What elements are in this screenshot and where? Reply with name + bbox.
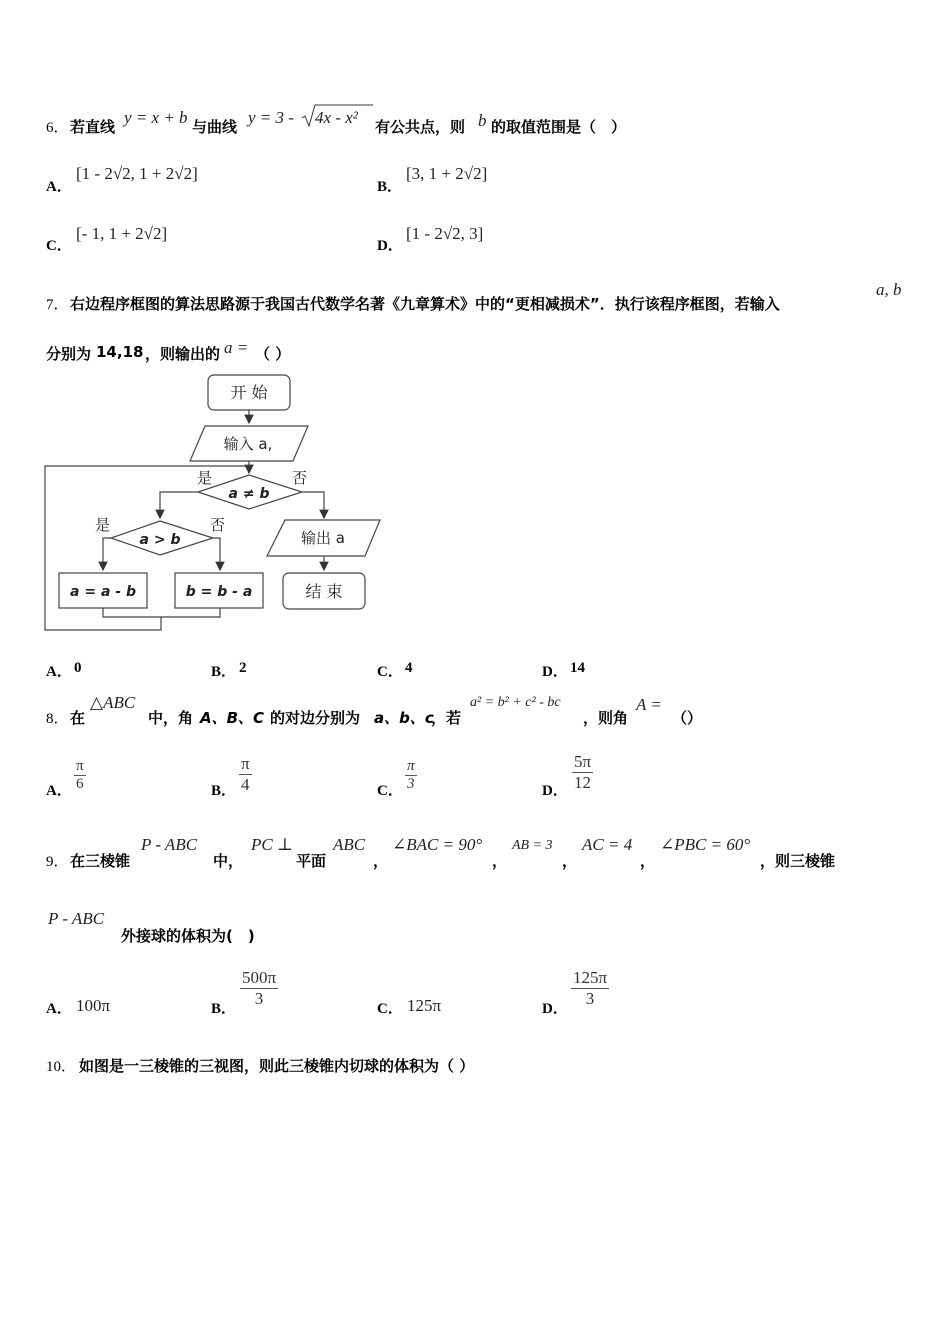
q9-sep-2: ， [492,852,508,870]
q6-curve-radicand: 4x - x² [315,108,358,127]
flow-input-label: 输入 a, [223,435,273,453]
q8-option-d-num: 5π [574,752,592,771]
flow-output-label: 输出 a [301,529,345,547]
q7-values: 14,18 [96,343,144,361]
q8-text-3: 的对边分别为 [270,709,361,727]
flow-cond1-label: a ≠ b [228,486,270,502]
q9-perp: PC ⊥ [251,835,293,854]
flow-assign-b-label: b = b - a [185,584,253,600]
q7-option-b-value[interactable]: 2 [239,660,247,676]
q9-cond-4: ∠PBC = 60° [660,835,751,854]
q9-pyramid: P - ABC [141,835,198,854]
q8-option-a-den: 6 [76,776,84,792]
q7-text-1: 右边程序框图的算法思路源于我国古代数学名著《九章算术》中的“更相减损术”．执行该程序框图，若输入 [70,295,780,313]
q7-option-c-label[interactable]: C． [377,664,403,680]
q8-option-c-den: 3 [407,776,415,792]
q7-option-b-label[interactable]: B． [211,664,237,680]
q9-option-d-num: 125π [573,968,608,987]
q10-number: 10． [46,1059,77,1075]
q6-number: 6． [46,120,69,136]
q9-cond-2: AB = 3 [512,838,553,853]
q9-cond-1: ∠BAC = 90° [392,835,483,854]
q6-option-c-value[interactable]: [- 1, 1 + 2√2] [76,224,168,243]
q6-option-a-value[interactable]: [1 - 2√2, 1 + 2√2] [76,164,198,183]
q9-option-c-label[interactable]: C． [377,1001,403,1017]
q6-option-d-value[interactable]: [1 - 2√2, 3] [406,224,484,243]
flow-cond1-yes: 是 [197,469,213,487]
flow-cond2-yes: 是 [95,516,111,534]
q9-sep-3: ， [562,852,578,870]
q9-option-b-fraction[interactable] [240,968,278,1009]
q7-option-c-value[interactable]: 4 [405,660,413,676]
q8-option-c-num: π [407,758,415,774]
q9-text-2: 中， [213,852,244,870]
q8-option-b-den: 4 [241,775,250,794]
q9-plane: ABC [333,835,366,854]
q9-cond-3: AC = 4 [582,835,633,854]
q6-option-d-label[interactable]: D． [377,238,403,254]
q9-text-4: ，则三棱锥 [760,852,836,870]
q8-option-a-fraction[interactable] [74,758,86,793]
q7-text-4: （ ） [255,345,291,363]
q8-option-d-den: 12 [574,773,592,792]
q9-text-1: 在三棱锥 [70,852,131,870]
flow-cond2-label: a > b [139,532,181,548]
q9-sep-1: ， [373,852,389,870]
q6-text-1: 若直线 [70,118,116,136]
q7-option-a-value[interactable]: 0 [74,660,82,676]
q9-text-5: 外接球的体积为( ) [121,927,255,945]
q9-option-b-num: 500π [242,968,277,987]
q7-text-3: ，则输出的 [145,345,221,363]
q8-ask: A = [636,695,662,714]
q8-option-c-label[interactable]: C． [377,783,403,799]
flow-end-label: 结 束 [305,582,343,601]
q7-option-a-label[interactable]: A． [46,664,72,680]
q9-option-d-label[interactable]: D． [542,1001,568,1017]
q6-line-equation: y = x + b [124,108,188,127]
q9-option-b-den: 3 [254,989,264,1008]
q8-angles: A、B、C [200,709,265,727]
flow-start-label: 开 始 [230,383,268,402]
q9-option-a-value[interactable]: 100π [76,996,111,1015]
q8-option-d-label[interactable]: D． [542,783,568,799]
q8-option-a-label[interactable]: A． [46,783,72,799]
flow-cond1-no: 否 [292,469,308,487]
flow-cond2-no: 否 [210,516,226,534]
q9-option-c-value[interactable]: 125π [407,996,442,1015]
q8-text-6: （） [672,709,703,727]
q8-condition: a² = b² + c² - bc [470,695,561,710]
q6-text-4: 的取值范围是（ ） [491,118,627,136]
q9-option-a-label[interactable]: A． [46,1001,72,1017]
q6-option-b-label[interactable]: B． [377,179,403,195]
q9-number: 9． [46,854,69,870]
q8-text-4: ，若 [431,709,462,727]
q8-option-d-fraction[interactable] [572,752,593,793]
q9-option-b-label[interactable]: B． [211,1001,237,1017]
q9-option-d-fraction[interactable] [571,968,609,1009]
q8-text-2: 中，角 [148,709,194,727]
q7-out-expr: a = [224,338,249,357]
q7-text-2: 分别为 [46,345,92,363]
q7-option-d-value[interactable]: 14 [570,660,585,676]
q6-var-b: b [478,111,487,130]
q6-option-a-label[interactable]: A． [46,179,72,195]
flow-assign-a-label: a = a - b [70,584,136,600]
q10-text-1: 如图是一三棱锥的三视图，则此三棱锥内切球的体积为（ ） [79,1057,475,1075]
q6-text-3: 有公共点，则 [375,118,466,136]
q6-option-b-value[interactable]: [3, 1 + 2√2] [406,164,488,183]
q8-triangle: △ABC [90,693,136,712]
q6-option-c-label[interactable]: C． [46,238,72,254]
q7-number: 7． [46,297,69,313]
flowchart [40,370,390,636]
q8-option-b-fraction[interactable] [239,754,252,795]
q8-sides: a、b、c [374,709,434,727]
q8-text-5: ，则角 [583,709,629,727]
q7-vars: a, b [876,280,902,299]
q8-text-1: 在 [70,709,86,727]
q7-option-d-label[interactable]: D． [542,664,568,680]
q8-option-a-num: π [76,758,84,774]
q6-curve-prefix: y = 3 - [248,108,294,127]
q9-sep-4: ， [640,852,656,870]
q9-option-d-den: 3 [585,989,595,1008]
q9-pyramid-2: P - ABC [48,909,105,928]
q8-option-b-label[interactable]: B． [211,783,237,799]
q6-text-2: 与曲线 [192,118,238,136]
q9-text-3: 平面 [296,852,327,870]
q8-option-c-fraction[interactable] [405,758,417,793]
q8-option-b-num: π [241,754,250,773]
q8-number: 8． [46,711,69,727]
